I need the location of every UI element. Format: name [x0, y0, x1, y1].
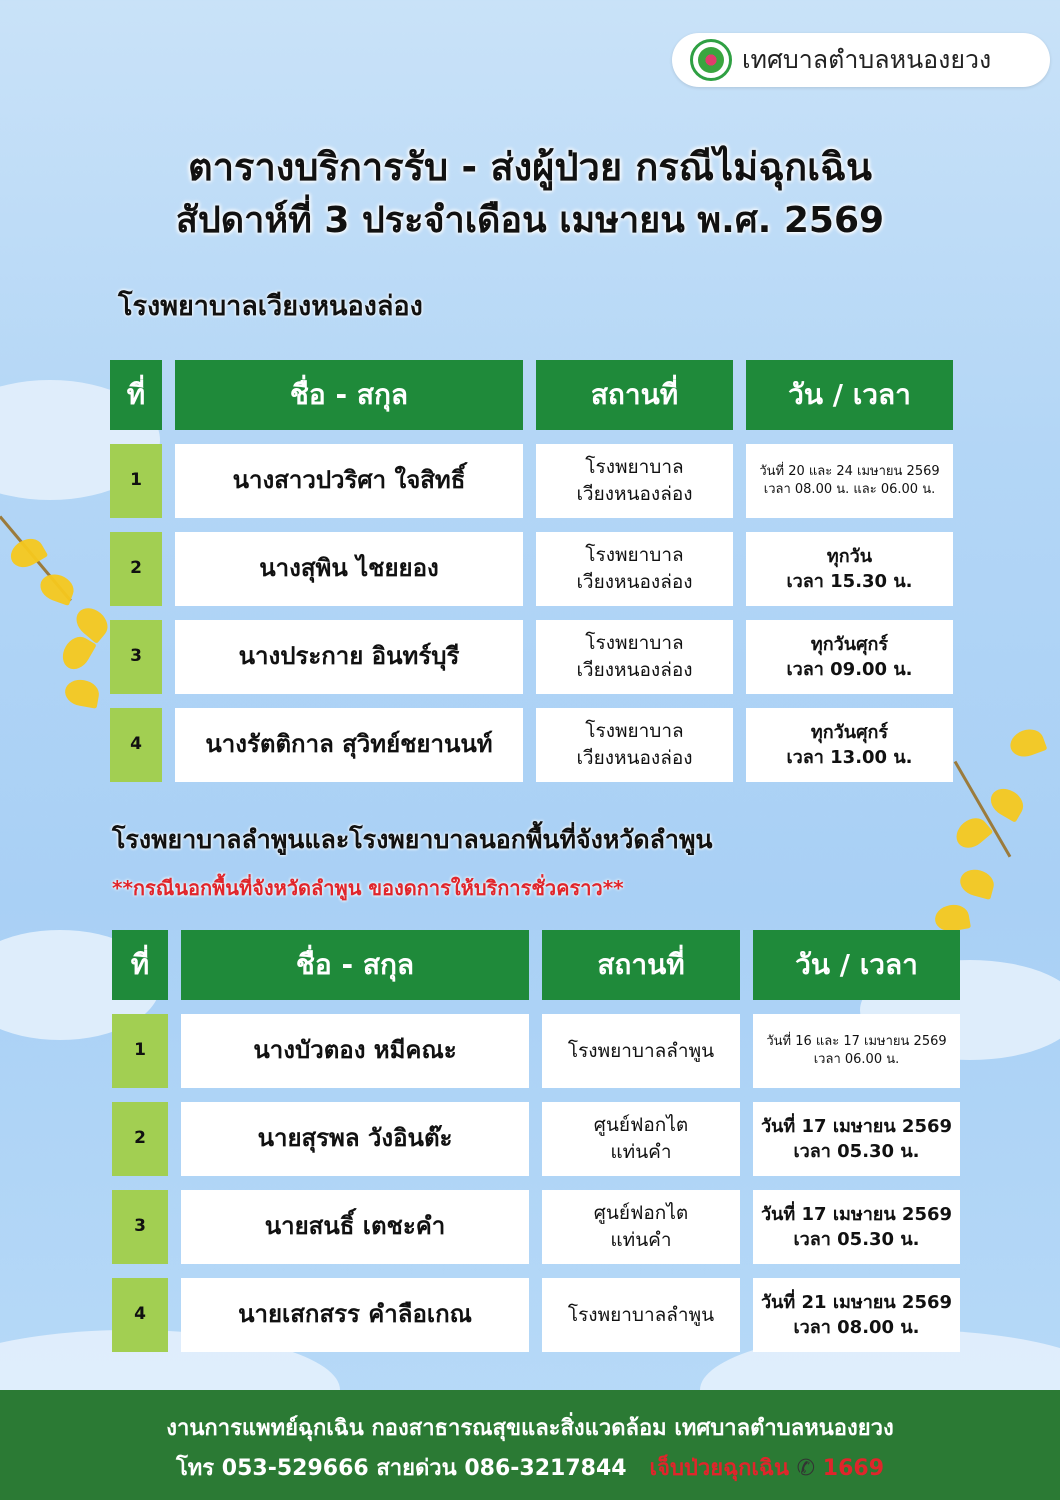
place-line: เวียงหนองล่อง — [576, 659, 693, 681]
table2-header-place: สถานที่ — [542, 930, 740, 1000]
table1-row4-datetime — [746, 708, 953, 782]
footer-contact — [0, 1450, 1060, 1485]
table2-row3-place — [542, 1190, 740, 1264]
place-line: แท่นคำ — [610, 1229, 672, 1251]
table2-row3-no: 3 — [112, 1190, 168, 1264]
table2-header-datetime: วัน / เวลา — [753, 930, 960, 1000]
place-line: เวียงหนองล่อง — [576, 483, 693, 505]
place-line: ศูนย์ฟอกไต — [593, 1202, 689, 1225]
footer — [0, 1390, 1060, 1500]
table2-row1-place — [542, 1014, 740, 1088]
place-line: โรงพยาบาลลำพูน — [567, 1039, 715, 1062]
table2-row2-no: 2 — [112, 1102, 168, 1176]
table1-row1-name: นางสาวปวริศา ใจสิทธิ์ — [175, 444, 523, 518]
place-line: เวียงหนองล่อง — [576, 747, 693, 769]
time-line: เวลา 05.30 น. — [793, 1229, 920, 1250]
footer-department: งานการแพทย์ฉุกเฉิน กองสาธารณสุขและสิ่งแวดล้อม เทศบาลตำบลหนองยวง — [166, 1416, 894, 1441]
emergency-label: เจ็บป่วยฉุกเฉิน — [649, 1456, 789, 1481]
time-line: เวลา 09.00 น. — [786, 659, 913, 680]
place-line: โรงพยาบาล — [585, 632, 684, 655]
table2-row4-name: นายเสกสรร คำลือเกณ — [181, 1278, 529, 1352]
section2-note: **กรณีนอกพื้นที่จังหวัดลำพูน ของดการให้บริการชั่วคราว** — [112, 876, 624, 900]
table1-row2-place — [536, 532, 733, 606]
date-line: ทุกวันศุกร์ — [810, 633, 889, 655]
table2-header-name: ชื่อ - สกุล — [181, 930, 529, 1000]
date-line: วันที่ 17 เมษายน 2569 — [760, 1115, 953, 1137]
date-line: วันที่ 21 เมษายน 2569 — [760, 1291, 953, 1313]
footer-phone: โทร 053-529666 สายด่วน 086-3217844 — [175, 1456, 627, 1481]
table1-row1-no: 1 — [110, 444, 162, 518]
time-line: เวลา 08.00 น. — [793, 1317, 920, 1338]
leaf-decoration — [986, 783, 1028, 823]
place-line: แท่นคำ — [610, 1141, 672, 1163]
table1-header-no: ที่ — [110, 360, 162, 430]
organization-badge — [672, 33, 1050, 87]
place-line: เวียงหนองล่อง — [576, 571, 693, 593]
leaf-decoration — [63, 677, 101, 709]
emergency-number[interactable]: 1669 — [822, 1456, 884, 1481]
table1-row4-no: 4 — [110, 708, 162, 782]
table1-row3-place — [536, 620, 733, 694]
place-line: ศูนย์ฟอกไต — [593, 1114, 689, 1137]
time-line: เวลา 08.00 น. และ 06.00 น. — [763, 482, 936, 497]
date-line: วันที่ 20 และ 24 เมษายน 2569 — [759, 463, 940, 479]
table2-row2-name: นายสุรพล วังอินต๊ะ — [181, 1102, 529, 1176]
table1-row4-place — [536, 708, 733, 782]
date-line: ทุกวัน — [826, 545, 873, 567]
table1-header-name: ชื่อ - สกุล — [175, 360, 523, 430]
table1-header-place: สถานที่ — [536, 360, 733, 430]
table1-header-datetime: วัน / เวลา — [746, 360, 953, 430]
table1-row3-name: นางประกาย อินทร์บุรี — [175, 620, 523, 694]
date-line: วันที่ 17 เมษายน 2569 — [760, 1203, 953, 1225]
page-title: ตารางบริการรับ - ส่งผู้ป่วย กรณีไม่ฉุกเฉิน — [188, 145, 872, 189]
place-line: โรงพยาบาล — [585, 456, 684, 479]
table1-row1-place — [536, 444, 733, 518]
time-line: เวลา 13.00 น. — [786, 747, 913, 768]
leaf-decoration — [37, 570, 78, 606]
table2-row4-place — [542, 1278, 740, 1352]
time-line: เวลา 05.30 น. — [793, 1141, 920, 1162]
place-line: โรงพยาบาลลำพูน — [567, 1303, 715, 1326]
table1-row3-no: 3 — [110, 620, 162, 694]
table2-header-no: ที่ — [112, 930, 168, 1000]
leaf-decoration — [1007, 725, 1048, 761]
table2-row3-name: นายสนธิ์ เตชะคำ — [181, 1190, 529, 1264]
table2-row3-datetime — [753, 1190, 960, 1264]
table2-row4-no: 4 — [112, 1278, 168, 1352]
table2-row2-datetime — [753, 1102, 960, 1176]
leaf-decoration — [957, 866, 997, 900]
date-line: วันที่ 16 และ 17 เมษายน 2569 — [766, 1033, 947, 1049]
table2-row1-name: นางบัวตอง หมีคณะ — [181, 1014, 529, 1088]
table1-row2-name: นางสุพิน ไชยยอง — [175, 532, 523, 606]
place-line: โรงพยาบาล — [585, 544, 684, 567]
time-line: เวลา 15.30 น. — [786, 571, 913, 592]
table1-row4-name: นางรัตติกาล สุวิทย์ชยานนท์ — [175, 708, 523, 782]
place-line: โรงพยาบาล — [585, 720, 684, 743]
table2-row2-place — [542, 1102, 740, 1176]
date-line: ทุกวันศุกร์ — [810, 721, 889, 743]
organization-logo — [690, 39, 732, 81]
section2-heading: โรงพยาบาลลำพูนและโรงพยาบาลนอกพื้นที่จังหวัดลำพูน — [112, 825, 713, 854]
phone-icon: ✆ — [796, 1456, 816, 1481]
page-subtitle: สัปดาห์ที่ 3 ประจำเดือน เมษายน พ.ศ. 2569 — [175, 200, 885, 241]
table1-row1-datetime — [746, 444, 953, 518]
organization-name: เทศบาลตำบลหนองยวง — [742, 45, 992, 74]
table2-row1-datetime — [753, 1014, 960, 1088]
time-line: เวลา 06.00 น. — [813, 1052, 900, 1067]
table1-row3-datetime — [746, 620, 953, 694]
table1-row2-no: 2 — [110, 532, 162, 606]
section1-heading: โรงพยาบาลเวียงหนองล่อง — [118, 291, 423, 322]
table2-row1-no: 1 — [112, 1014, 168, 1088]
table2-row4-datetime — [753, 1278, 960, 1352]
table1-row2-datetime — [746, 532, 953, 606]
